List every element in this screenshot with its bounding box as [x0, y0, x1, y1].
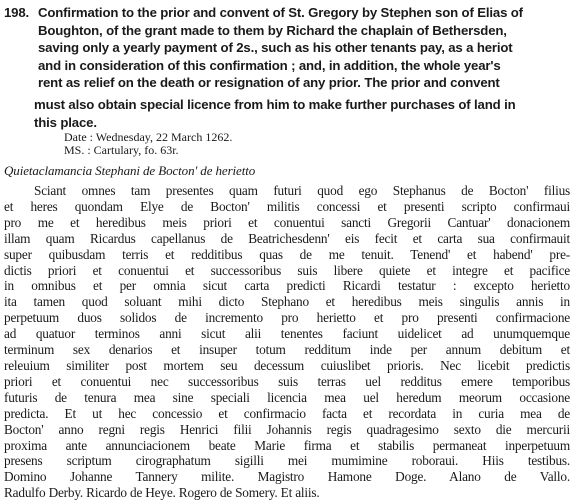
charter-line: terminum sex denarios et insuper totum redditum inde per annum debitum et — [4, 342, 570, 358]
entry-manuscript: MS. : Cartulary, fo. 63r. — [64, 143, 179, 157]
charter-line: Radulfo Derby. Ricardo de Heye. Rogero de Somery. Et aliis. — [4, 485, 320, 501]
entry-number: 198. — [4, 5, 30, 20]
summary-line: this place. — [34, 114, 97, 130]
charter-line: priori et conuentui nec successoribus suis terras uel redditus emere temporibus — [4, 373, 570, 389]
charter-line: in omnibus et per omnia sicut carta predicti Ricardi testatur : excepto herietto — [4, 278, 570, 294]
summary-line: Confirmation to the prior and convent of St. Gregory by Stephen son of Elias of — [38, 5, 523, 20]
charter-line: futuris de tenura mea sine speciali licencia mea uel heredum meorum occasione — [4, 389, 570, 405]
charter-line: et heres quondam Elye de Bocton' militis concessi et presenti scripto confirmaui — [4, 198, 570, 214]
charter-line: illam quam Ricardus capellanus de Beatrichesdenn' eis fecit et carta sua confirmauit — [4, 230, 570, 246]
summary-line: saving only a yearly payment of 2s., such as his other tenants pay, as a heriot — [38, 40, 513, 56]
charter-text — [4, 183, 570, 501]
summary-line: must also obtain special licence from him to make further purchases of land in — [34, 97, 516, 112]
charter-line: ita tamen quod soluant mihi dicto Stephano et heredibus meis singulis annis in — [4, 294, 570, 310]
charter-heading: Quietaclamancia Stephani de Bocton' de herietto — [4, 163, 256, 178]
charter-line: predicta. Et ut hec concessio et confirmacio facta et recordata in curia mea de — [4, 405, 570, 421]
summary-line: and in consideration of this confirmation ; and, in addition, the whole year's — [38, 57, 501, 73]
summary-line: Boughton, of the grant made to them by Richard the chaplain of Bethersden, — [38, 22, 507, 38]
charter-line: releuium similiter post mortem seu decessum cuiuslibet prioris. Nec licebit predictis — [4, 357, 570, 373]
summary-line: rent as relief on the death or resignation of any prior. The prior and convent — [38, 75, 500, 91]
charter-line: Domino Johanne Tannery milite. Magistro Hamone Doge. Alano de Vallo. — [4, 469, 570, 485]
charter-line: dictis priori et conuentui et successoribus suis libere quiete et integre et pacifice — [4, 262, 570, 278]
charter-line: presens scriptum cirographatum sigilli mei mumimine roboraui. Hiis testibus. — [4, 453, 570, 469]
entry-date: Date : Wednesday, 22 March 1262. — [64, 130, 233, 144]
charter-line: Bocton' anno regni regis Henrici filii Johannis regis quadragesimo sexto die mercurii — [4, 421, 570, 437]
charter-line: Sciant omnes tam presentes quam futuri quod ego Stephanus de Bocton' filius — [34, 183, 570, 198]
charter-line: perpetuum duos solidos de incremento pro herietto et pro presenti confirmacione — [4, 310, 570, 326]
charter-line: super quibusdam terris et redditibus quas de me tenuit. Tenend' et habend' pre- — [4, 246, 570, 262]
charter-line: ad quatuor terminos anni sicut alii tenentes faciunt uidelicet ad unumquemque — [4, 326, 570, 342]
charter-line: proxima ante annunciacionem beate Marie firma et stabilis permaneat inperpetuum — [4, 437, 570, 453]
charter-line: pro me et heredibus meis priori et conuentui sancti Gregorii Cantuar' donacionem — [4, 214, 570, 230]
